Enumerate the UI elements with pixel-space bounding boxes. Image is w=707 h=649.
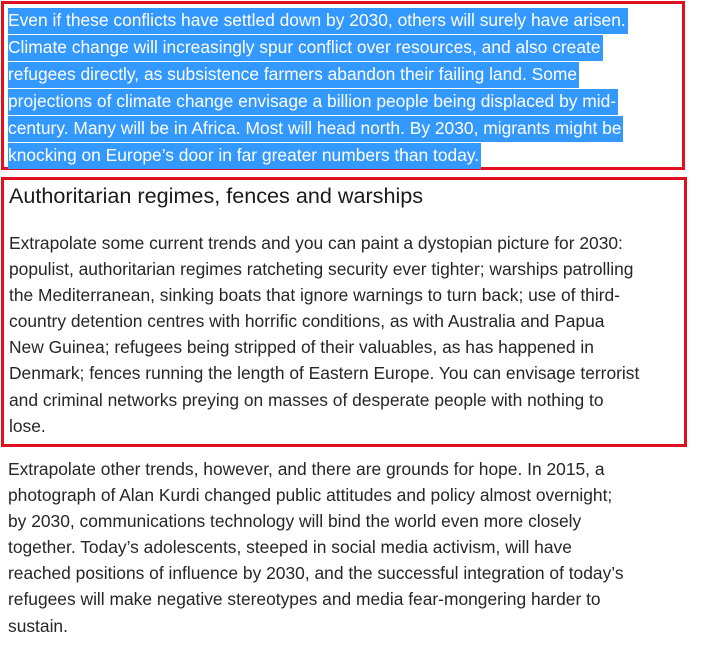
paragraph-line: knocking on Europe’s door in far greater numbers than today.: [8, 142, 668, 169]
body-paragraph: [8, 456, 698, 639]
paragraph-line: Climate change will increasingly spur conflict over resources, and also create: [8, 34, 668, 61]
paragraph-line: populist, authoritarian regimes ratcheting security ever tighter; warships patrolling: [9, 259, 634, 280]
paragraph-line: the Mediterranean, sinking boats that ignore warnings to turn back; use of third-: [9, 285, 620, 306]
section-heading: Authoritarian regimes, fences and warships: [9, 183, 424, 208]
paragraph-line: Extrapolate some current trends and you can paint a dystopian picture for 2030:: [9, 233, 623, 253]
selected-paragraph[interactable]: [8, 7, 668, 169]
paragraph-line: Denmark; fences running the length of Eastern Europe. You can envisage terrorist: [9, 363, 640, 384]
paragraph-line: photograph of Alan Kurdi changed public attitudes and policy almost overnight;: [8, 485, 613, 506]
section-paragraph: [9, 230, 681, 439]
paragraph-line: reached positions of influence by 2030, and the successful integration of today’s: [8, 563, 624, 584]
paragraph-line: country detention centres with horrific conditions, as with Australia and Papua: [9, 311, 605, 332]
paragraph-line: sustain.: [8, 615, 68, 636]
paragraph-line: and criminal networks preying on masses of desperate people with nothing to: [9, 389, 604, 410]
paragraph-line: New Guinea; refugees being stripped of their valuables, as has happened in: [9, 337, 594, 358]
paragraph-line: refugees directly, as subsistence farmers abandon their failing land. Some: [8, 61, 668, 88]
paragraph-line: projections of climate change envisage a billion people being displaced by mid-: [8, 88, 668, 115]
paragraph-line: by 2030, communications technology will bind the world even more closely: [8, 511, 582, 532]
paragraph-line: century. Many will be in Africa. Most will head north. By 2030, migrants might be: [8, 115, 668, 142]
paragraph-line: Even if these conflicts have settled down by 2030, others will surely have arisen.: [8, 7, 668, 34]
paragraph-line: Extrapolate other trends, however, and there are grounds for hope. In 2015, a: [8, 459, 605, 479]
paragraph-line: lose.: [9, 415, 46, 436]
paragraph-line: refugees will make negative stereotypes and media fear-mongering harder to: [8, 589, 601, 610]
paragraph-line: together. Today’s adolescents, steeped in social media activism, will have: [8, 537, 572, 558]
